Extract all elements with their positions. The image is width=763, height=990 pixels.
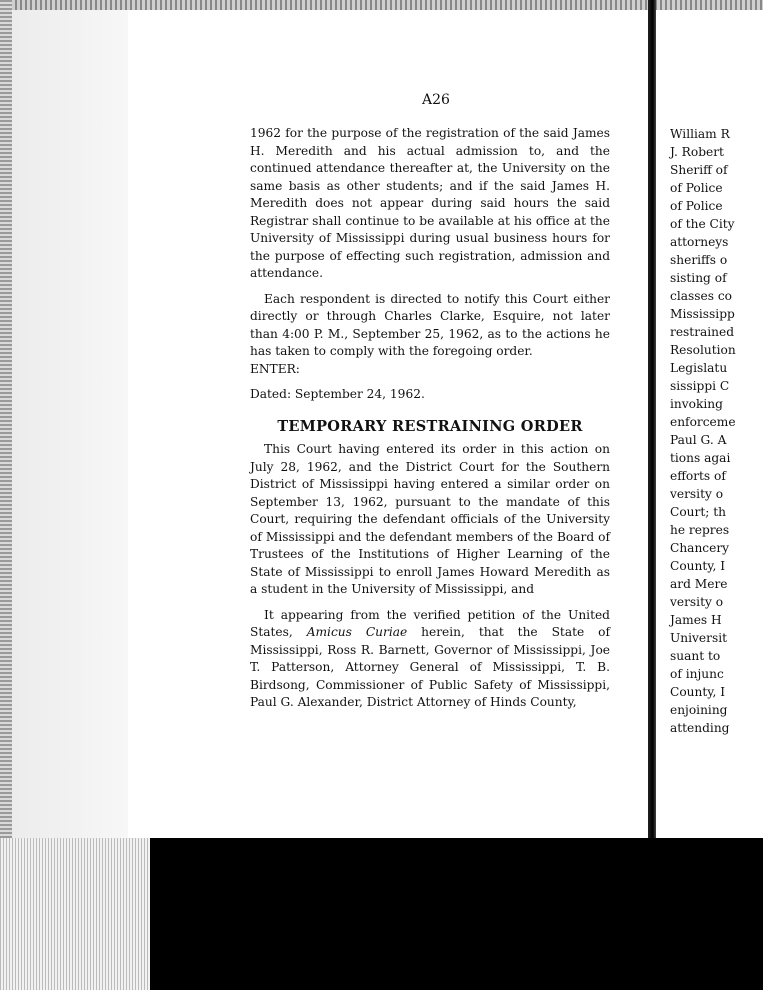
right-page-line: William R (670, 127, 730, 141)
scan-bottom-left-edge (0, 838, 150, 990)
right-page-line: enforceme (670, 415, 736, 429)
right-page-line: classes co (670, 289, 733, 303)
right-page-line: Court; th (670, 505, 726, 519)
right-page-line: sisting of (670, 271, 727, 285)
right-page-line: versity o (670, 487, 724, 501)
page-number: A26 (422, 92, 450, 108)
right-page-line: Paul G. A (670, 433, 727, 447)
right-page-line: Chancery (670, 541, 730, 555)
right-page-line: County, I (670, 559, 726, 573)
right-page-line: of Police (670, 199, 723, 213)
right-page-line: tions agai (670, 451, 731, 465)
right-page-line: attorneys (670, 235, 729, 249)
right-page-line: J. Robert (670, 145, 724, 159)
right-page-line: efforts of (670, 469, 726, 483)
petition-text-b: herein, that the State of Mississippi, Ross R. Barnett, Governor of Mississippi, Joe T. Patterson, Attorney General of Mississippi, T. B. Birdsong, Commissioner of Public Safety of Mississippi, Paul G. Alexander, District Attorney of Hinds County, (250, 625, 610, 709)
right-page-line: he repres (670, 523, 730, 537)
right-page-line: invoking (670, 397, 723, 411)
right-page-line: sissippi C (670, 379, 730, 393)
amicus-curiae-italic: Amicus Curiae (306, 625, 408, 639)
left-page-text (250, 125, 610, 720)
right-page-line: enjoining (670, 703, 728, 717)
right-page-line: Sheriff of (670, 163, 728, 177)
paragraph-notify: Each respondent is directed to notify this Court either directly or through Charles Clarke, Esquire, not later than 4:00 P. M., September 25, 1962, as to the actions he has taken to comply with the foregoing order. (250, 291, 610, 358)
right-page-line: suant to (670, 649, 721, 663)
right-page-line: restrained (670, 325, 735, 339)
right-page-line: Universit (670, 631, 727, 645)
section-heading: TEMPORARY RESTRAINING ORDER (277, 417, 583, 435)
right-page-line: Resolution (670, 343, 736, 357)
enter-line: ENTER: (250, 361, 300, 376)
right-page-line: of injunc (670, 667, 724, 681)
paragraph-registration: 1962 for the purpose of the registration of the said James H. Meredith and his actual admission to, and the continued attendance thereafter at, the University on the same basis as other students; and if the said James H. Meredith does not appear during said hours the said Registrar shall continue to be available at his office at the University of Mississippi during usual business hours for the purpose of effecting such registration, admission and attendance. (250, 126, 610, 280)
right-page-line: of the City (670, 217, 735, 231)
right-page-text (670, 125, 763, 737)
right-page-line: ard Mere (670, 577, 728, 591)
right-page-line: James H (670, 613, 722, 627)
right-page-line: sheriffs o (670, 253, 728, 267)
scan-margin-shadow (12, 10, 128, 840)
right-page-line: Mississipp (670, 307, 735, 321)
paragraph-court-order: This Court having entered its order in this action on July 28, 1962, and the District Court for the Southern District of Mississippi having entered a similar order on September 13, 1962, pursuant to the mandate of this Court, requiring the defendant officials of the University of Mississippi and the defendant members of the Board of Trustees of the Institutions of Higher Learning of the State of Mississippi to enroll James Howard Meredith as a student in the University of Mississippi, and (250, 442, 610, 596)
petition-text-a: It appearing from the verified petition of the United States, (250, 607, 610, 639)
book-gutter (648, 0, 656, 838)
dated-line: Dated: September 24, 1962. (250, 387, 425, 401)
paragraph-petition (250, 607, 610, 712)
right-page-line: of Police (670, 181, 723, 195)
right-page-line: versity o (670, 595, 724, 609)
right-page-line: Legislatu (670, 361, 728, 375)
right-page-line: attending (670, 721, 730, 735)
right-page-line: County, I (670, 685, 726, 699)
